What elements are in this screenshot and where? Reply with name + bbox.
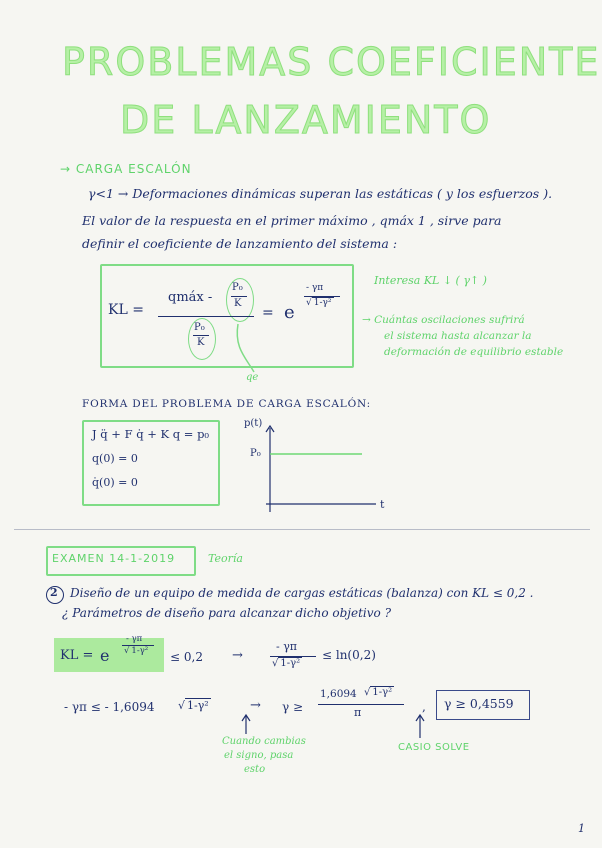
note-oscillations-1: → Cuántas oscilaciones sufrirá [362,314,525,326]
graph-p0-label: P₀ [250,448,261,459]
note-oscillations-3: deformación de equilibrio estable [384,346,564,358]
result-value: γ ≥ 0,4559 [444,696,514,711]
graph-y-label: p(t) [244,418,263,429]
note-interest: Interesa KL ↓ ( γ↑ ) [374,274,487,287]
note-casio-solve: CASIO SOLVE [398,742,470,753]
formula-num-frac-top: P₀ [232,282,243,293]
formula-den-bot: K [197,337,205,348]
solution-rhs-rel: ≤ ln(0,2) [322,648,376,662]
equation-motion: J q̈ + F q̇ + K q = p₀ [92,427,210,441]
equation-initial-position: q(0) = 0 [92,452,138,465]
title-line-1: PROBLEMAS COEFICIENTE [62,40,601,84]
solution-gamma-ge: γ ≥ [282,700,304,714]
formula-exponent-den: √ 1-γ² [306,298,332,308]
step-load-graph [236,420,396,520]
formula-den-frac-line [193,335,209,336]
solution-frac-num: 1,6094 [320,688,357,700]
formula-num-frac-bot: K [234,298,242,309]
formula-exponent-den-radicand: 1-γ² [313,298,332,308]
formula-qe-label: qe [246,372,259,383]
exam-label: EXAMEN 14-1-2019 [52,552,176,565]
arrow-up-sign-note [236,712,256,736]
solution-rhs-num: - γπ [276,640,298,653]
solution-rhs-den-radicand: 1-γ² [280,658,301,669]
question-number: 2 [50,586,58,599]
title-line-2: DE LANZAMIENTO [120,98,492,142]
exam-tag: Teoría [208,552,243,565]
formula-exponent-num: - γπ [306,283,324,293]
question-line-1: Diseño de un equipo de medida de cargas estáticas (balanza) con KL ≤ 0,2 . [70,586,534,600]
solution-row2-lhs: - γπ ≤ - 1,6094 [64,700,155,714]
solution-frac-line [318,704,404,705]
solution-e: e [100,646,110,665]
note-sign-2: el signo, pasa [224,750,294,761]
solution-kl-label: KL = [60,648,94,663]
text-line-definir-coeficiente: definir el coeficiente de lanzamiento del sistema : [82,236,398,251]
solution-frac-den: π [354,706,362,719]
formula-equals: = [262,305,274,321]
qe-pointer-curve [226,318,266,378]
graph-x-label: t [380,498,385,511]
arrow-up-casio-note [410,712,430,740]
formula-main-fraction-line [158,316,254,317]
equation-initial-velocity: q̇(0) = 0 [92,476,138,489]
solution-frac-num-sqrt: √ 1-γ² [364,687,393,698]
solution-exp-num: - γπ [126,634,143,644]
formula-num-frac-line [231,296,247,297]
solution-rhs-den: √ 1-γ² [272,658,301,669]
solution-exp-den: √ 1-γ² [124,646,149,656]
formula-e: e [284,302,295,323]
note-sign-3: esto [244,764,266,775]
solution-arrow-1: → [232,648,243,663]
text-line-deformaciones: γ<1 → Deformaciones dinámicas superan las estáticas ( y los esfuerzos ). [88,186,553,201]
section-heading-carga-escalon: → CARGA ESCALÓN [60,162,192,176]
solution-comma: , [422,700,426,714]
question-line-2: ¿ Parámetros de diseño para alcanzar dicho objetivo ? [62,606,392,620]
solution-frac-num-sqrt-radicand: 1-γ² [372,687,393,698]
text-line-valor-respuesta: El valor de la respuesta en el primer máximo , qmáx 1 , sirve para [82,213,502,228]
solution-row2-sqrt-radicand: 1-γ² [187,699,209,712]
section-heading-forma-problema: FORMA DEL PROBLEMA DE CARGA ESCALÓN: [82,398,371,410]
solution-rel-02: ≤ 0,2 [170,650,203,664]
formula-den-top: P₀ [194,322,205,333]
solution-row2-sqrt: √ 1-γ² [178,699,209,712]
formula-kl-label: KL = [108,302,144,318]
note-oscillations-2: el sistema hasta alcanzar la [384,330,532,342]
page-number: 1 [578,822,585,835]
section-divider [14,529,590,530]
solution-exp-den-radicand: 1-γ² [131,646,149,656]
solution-arrow-2: → [250,698,261,713]
formula-numerator-left: qmáx - [168,290,213,305]
note-sign-1: Cuando cambias [222,736,306,747]
